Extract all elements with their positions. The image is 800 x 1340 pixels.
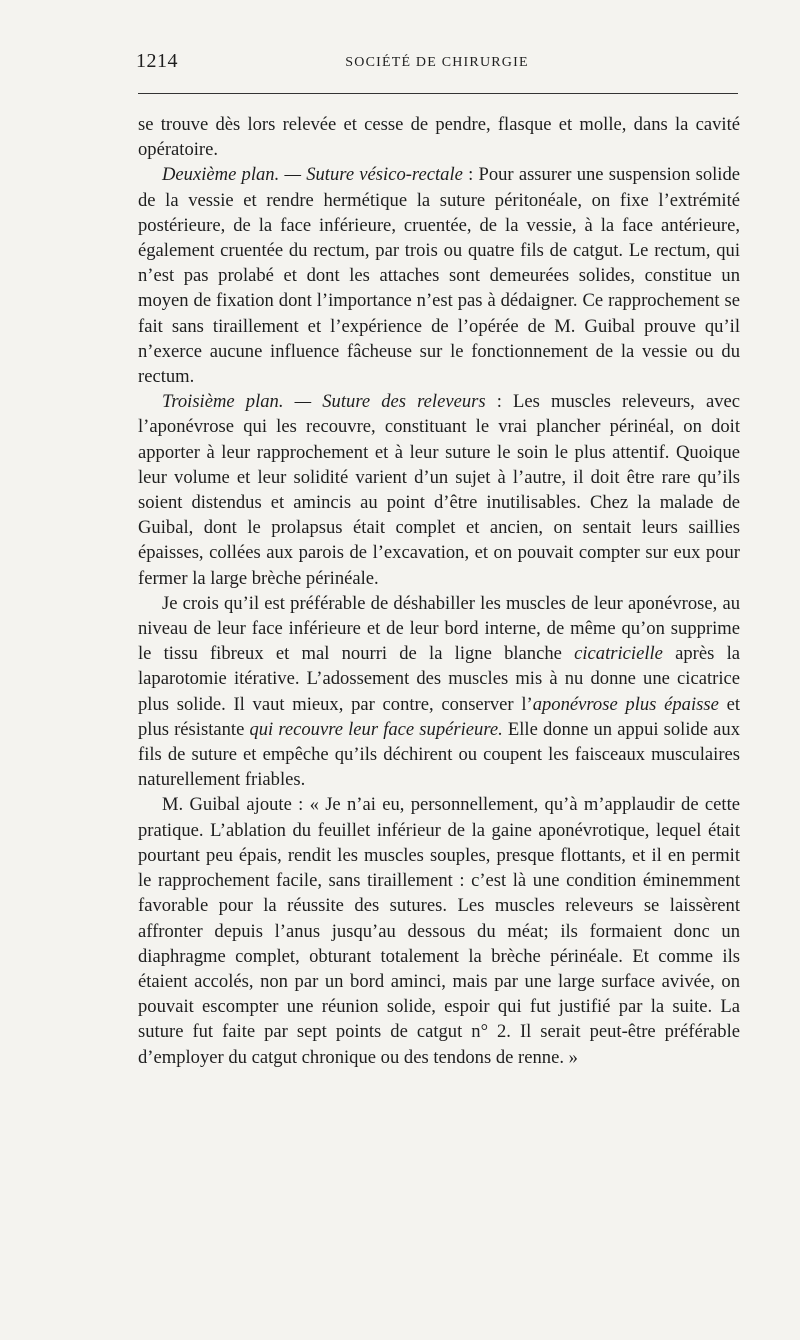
paragraph-je-crois	[138, 591, 740, 793]
header-rule	[138, 93, 738, 94]
page-header	[136, 50, 738, 78]
paragraph-continuation: se trouve dès lors relevée et cesse de pendre, flasque et molle, dans la cavité opératoire.	[138, 114, 740, 161]
italic-text: cicatricielle	[574, 643, 663, 665]
paragraph-text: : Pour assurer une suspension solide de la vessie et rendre hermétique la suture péritonéale, on fixe l’extrémité postérieure, de la face inférieure, cruentée, de la vessie, à la face antérieure, également cruentée du rectum, par trois ou quatre fils de catgut. Le rectum, qui n’est pas prolabé et dont les attaches sont demeurées solides, constitue un moyen de fixation dont l’importance n’est pas à dédaigner. Ce rapprochement se fait sans tiraillement et l’expérience de l’opérée de M. Guibal prouve qu’il n’exerce aucune influence fâcheuse sur le fonctionnement de la vessie ou du rectum.	[138, 164, 740, 388]
paragraph-text: après la laparotomie itérative. L’adossement des muscles mis à nu donne une cicatrice plus solide. Il vaut mieux, par contre, conserver l’	[138, 643, 740, 715]
page-number: 1214	[136, 50, 178, 72]
body-text	[138, 112, 740, 1070]
italic-text: qui recouvre leur face supérieure.	[249, 718, 503, 740]
paragraph-text: Elle donne un appui solide aux fils de suture et empêche qu’ils déchirent ou coupent les faisceaux musculaires naturellement friables.	[138, 718, 741, 791]
section-heading-troisieme-plan: Troisième plan. — Suture des releveurs	[162, 391, 486, 413]
paragraph-text: : Les muscles releveurs, avec l’aponévrose qui les recouvre, constituant le vrai plancher périnéal, on doit apporter à leur rapprochement et à leur suture le soin le plus attentif. Quoique leur volume et leur solidité varient d’un sujet à l’autre, il doit être rare qu’ils soient distendus et amincis au point d’être inutilisables. Chez la malade de Guibal, dont le prolapsus était complet et ancien, on sentait leurs saillies épaisses, collées aux parois de l’excavation, et on pouvait compter sur eux pour fermer la large brèche périnéale.	[138, 391, 740, 589]
italic-text: aponévrose plus épaisse	[532, 693, 719, 715]
section-heading-deuxieme-plan: Deuxième plan. — Suture vésico-rectale	[162, 164, 463, 186]
paragraph-guibal-quote: M. Guibal ajoute : « Je n’ai eu, personnellement, qu’à m’applaudir de cette pratique. L’ablation du feuillet inférieur de la gaine aponévrotique, lequel était pourtant peu épais, rendit les muscles souples, presque flottants, et il en permit le rapprochement facile, sans tiraillement : c’est là une condition éminemment favorable pour la réussite des sutures. Les muscles releveurs se laissèrent affronter depuis l’anus jusqu’au dessous du méat; ils formaient donc un diaphragme complet, obturant totalement la brèche périnéale. Et comme ils étaient accolés, non par un bord aminci, mais par une large surface avivée, on pouvait escompter une réunion solide, espoir qui fut justifié par la suite. La suture fut faite par sept points de catgut n° 2. Il serait peut-être préférable d’employer du catgut chronique ou des tendons de renne. »	[138, 794, 740, 1068]
paragraph-troisieme-plan	[138, 389, 740, 591]
paragraph-text: et plus résistante	[138, 693, 740, 740]
paragraph-deuxieme-plan	[138, 162, 740, 389]
running-head: SOCIÉTÉ DE CHIRURGIE	[345, 55, 529, 70]
paragraph-text: Je crois qu’il est préférable de déshabiller les muscles de leur aponévrose, au niveau de leur face inférieure et de leur bord interne, de même qu’on supprime le tissu fibreux et mal nourri de la ligne blanche	[138, 592, 740, 665]
